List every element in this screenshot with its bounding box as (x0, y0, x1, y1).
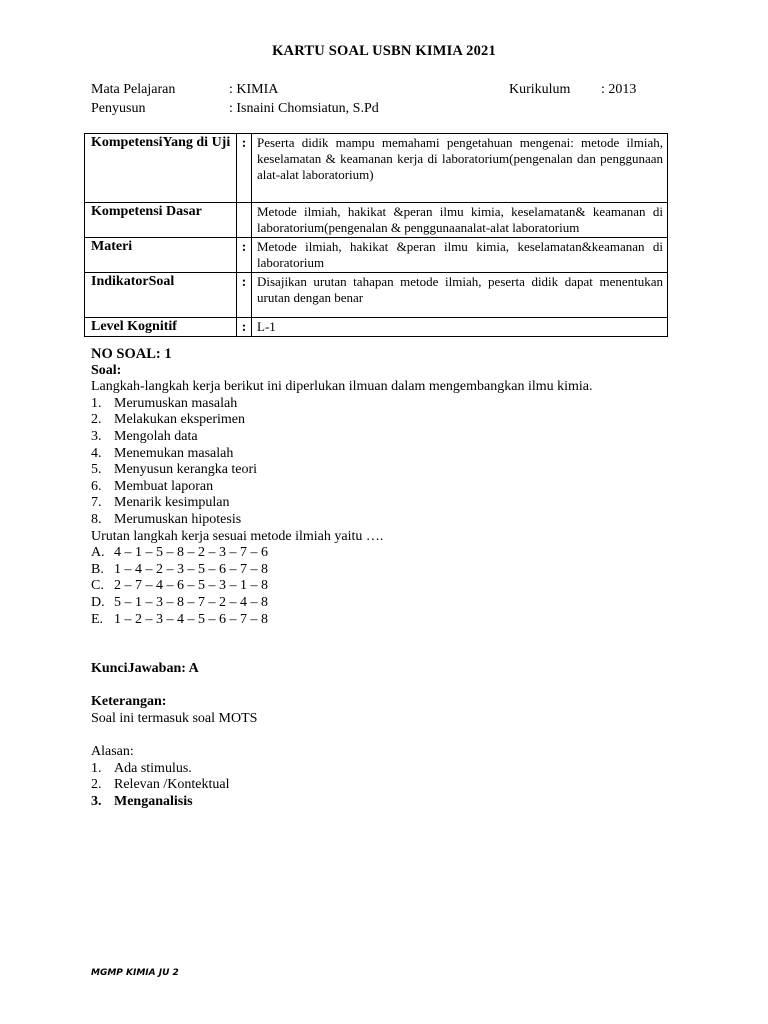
option-text: 5 – 1 – 3 – 8 – 7 – 2 – 4 – 8 (114, 594, 268, 610)
item-text: Menyusun kerangka teori (114, 462, 258, 478)
option-letter: B. (91, 561, 104, 577)
option-b (91, 562, 691, 579)
list-item (91, 412, 691, 429)
item-text: Relevan /Kontektual (114, 777, 230, 793)
question-prompt: Urutan langkah kerja sesuai metode ilmiah yaitu …. (91, 528, 384, 544)
meta-mapel-value: : KIMIA (229, 82, 279, 97)
item-text: Membuat laporan (114, 478, 214, 494)
option-a (91, 545, 691, 562)
item-number: 7. (91, 495, 102, 511)
option-text: 4 – 1 – 5 – 8 – 2 – 3 – 7 – 6 (114, 545, 268, 561)
list-item (91, 446, 691, 463)
option-c (91, 578, 691, 595)
meta-mapel-label: Mata Pelajaran (91, 82, 176, 97)
list-item (91, 512, 691, 529)
item-number: 4. (91, 445, 102, 461)
question-number: NO SOAL: 1 (91, 346, 172, 362)
table-row-level-kognitif (85, 318, 668, 337)
meta-penyusun-label: Penyusun (91, 101, 146, 116)
meta-kurikulum-value: : 2013 (601, 82, 637, 97)
option-text: 1 – 4 – 2 – 3 – 5 – 6 – 7 – 8 (114, 561, 268, 577)
option-letter: E. (91, 611, 104, 627)
list-item (91, 777, 691, 794)
option-e (91, 612, 691, 629)
item-number: 1. (91, 760, 102, 776)
page-title: KARTU SOAL USBN KIMIA 2021 (272, 43, 496, 59)
option-letter: A. (91, 545, 105, 561)
list-item (91, 462, 691, 479)
row-label: KompetensiYang di Uji (85, 134, 237, 203)
question-stem: Langkah-langkah kerja berikut ini diperlukan ilmuan dalam mengembangkan ilmu kimia. (91, 379, 593, 395)
item-text: Melakukan eksperimen (114, 412, 246, 428)
row-value: Metode ilmiah, hakikat &peran ilmu kimia, keselamatan&keamanan di laboratorium (252, 238, 668, 273)
item-number: 5. (91, 462, 102, 478)
item-number: 3. (91, 794, 102, 810)
row-value: Disajikan urutan tahapan metode ilmiah, peserta didik dapat menentukan urutan dengan benar (252, 273, 668, 318)
row-colon (237, 203, 252, 238)
alasan-label: Alasan: (91, 744, 134, 760)
keterangan-label: Keterangan: (91, 694, 167, 710)
item-number: 3. (91, 428, 102, 444)
table-row-kompetensi-diuji (85, 134, 668, 203)
option-d (91, 595, 691, 612)
question-block (91, 346, 691, 811)
meta-kurikulum-label: Kurikulum (509, 82, 571, 97)
steps-list (91, 396, 691, 529)
list-item (91, 479, 691, 496)
row-colon: : (237, 273, 252, 318)
row-value: Peserta didik mampu memahami pengetahuan mengenai: metode ilmiah, keselamatan & keamanan kerja di laboratorium(pengenalan dan penggunaan alat-alat laboratorium) (252, 134, 668, 203)
item-text: Menarik kesimpulan (114, 495, 230, 511)
row-label: Level Kognitif (85, 318, 237, 337)
item-text: Mengolah data (114, 428, 198, 444)
answer-key: KunciJawaban: A (91, 661, 199, 677)
item-text: Menganalisis (114, 794, 193, 810)
keterangan-text: Soal ini termasuk soal MOTS (91, 711, 258, 727)
list-item (91, 429, 691, 446)
item-number: 8. (91, 511, 102, 527)
item-number: 6. (91, 478, 102, 494)
row-colon: : (237, 318, 252, 337)
row-value: L-1 (252, 318, 668, 337)
page-footer: MGMP KIMIA JU 2 (91, 968, 179, 978)
table-row-indikator-soal (85, 273, 668, 318)
list-item (91, 794, 691, 811)
list-item (91, 761, 691, 778)
row-colon: : (237, 238, 252, 273)
item-number: 2. (91, 777, 102, 793)
table-row-materi (85, 238, 668, 273)
list-item (91, 396, 691, 413)
options-list (91, 545, 691, 628)
option-text: 2 – 7 – 4 – 6 – 5 – 3 – 1 – 8 (114, 578, 268, 594)
list-item (91, 495, 691, 512)
row-value: Metode ilmiah, hakikat &peran ilmu kimia, keselamatan& keamanan di laboratorium(pengenalan & penggunaanalat-alat laboratorium (252, 203, 668, 238)
item-number: 1. (91, 395, 102, 411)
item-text: Merumuskan hipotesis (114, 511, 242, 527)
option-letter: D. (91, 594, 105, 610)
option-letter: C. (91, 578, 104, 594)
kisi-kisi-table (84, 133, 668, 337)
table-row-kompetensi-dasar (85, 203, 668, 238)
row-label: IndikatorSoal (85, 273, 237, 318)
row-label: Materi (85, 238, 237, 273)
soal-label: Soal: (91, 362, 122, 378)
item-text: Menemukan masalah (114, 445, 234, 461)
row-colon: : (237, 134, 252, 203)
item-text: Ada stimulus. (114, 760, 192, 776)
item-number: 2. (91, 412, 102, 428)
item-text: Merumuskan masalah (114, 395, 238, 411)
alasan-list (91, 761, 691, 811)
option-text: 1 – 2 – 3 – 4 – 5 – 6 – 7 – 8 (114, 611, 268, 627)
meta-penyusun-value: : Isnaini Chomsiatun, S.Pd (229, 101, 379, 116)
row-label: Kompetensi Dasar (85, 203, 237, 238)
